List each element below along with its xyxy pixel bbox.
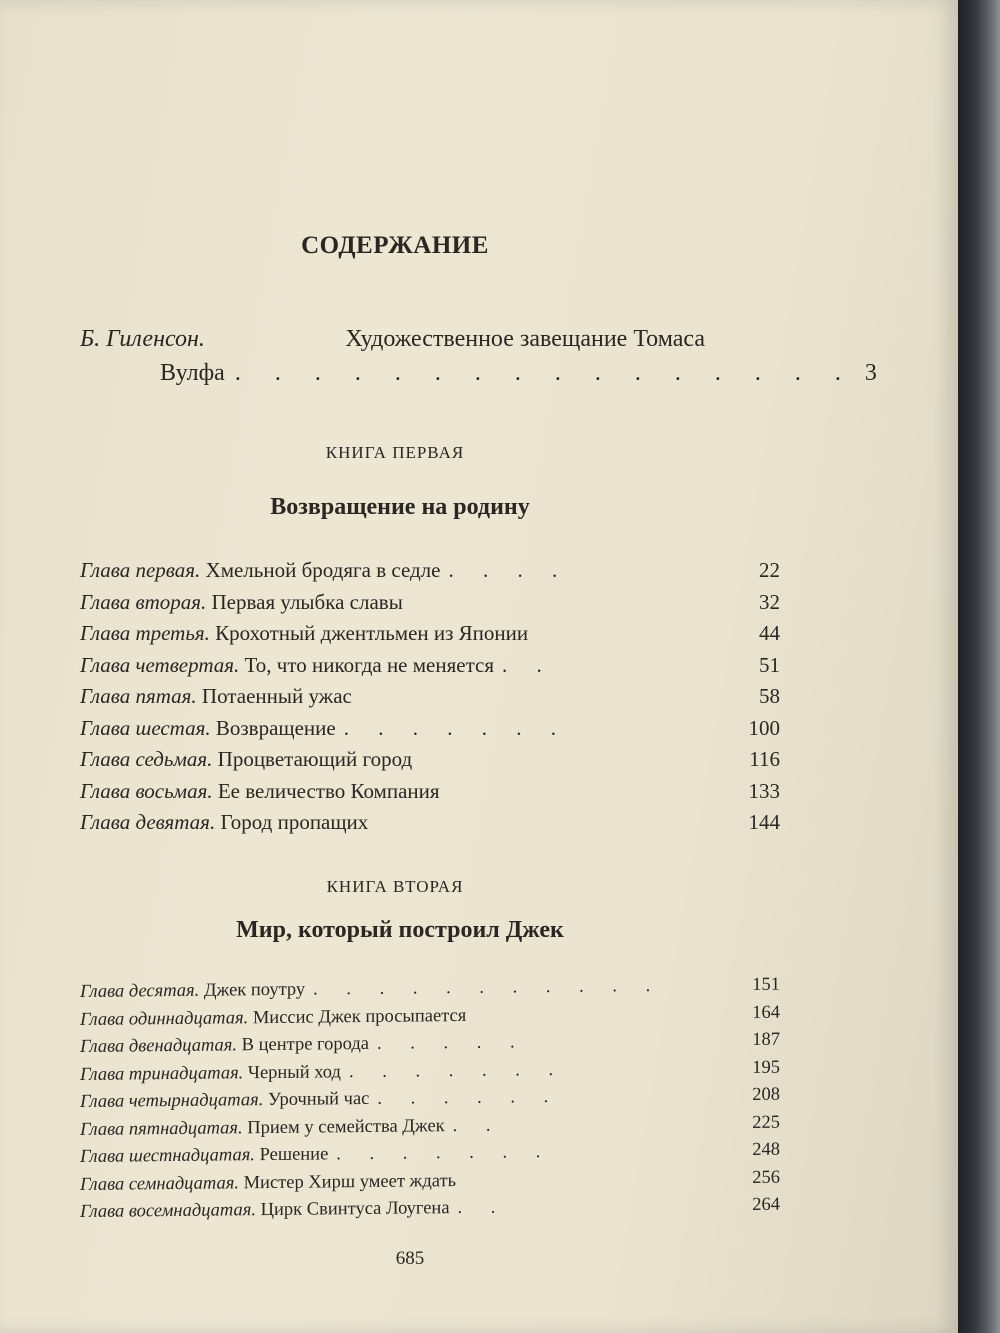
leader-dots (466, 1018, 718, 1021)
chapter-title: Джек поутру (203, 979, 306, 1001)
book-1-chapter-list (80, 558, 780, 842)
chapter-page: 225 (752, 1112, 780, 1133)
chapter-page: 44 (759, 621, 780, 645)
chapter-label: Глава пятнадцатая. (80, 1117, 243, 1140)
page-number: 685 (395, 1248, 425, 1269)
intro-line-1 (80, 322, 705, 356)
leader-dots: . . (457, 1197, 508, 1219)
chapter-page: 248 (752, 1139, 780, 1160)
chapter-page: 151 (752, 974, 780, 995)
chapter-row (80, 810, 780, 842)
chapter-title: Черный ход (247, 1061, 341, 1083)
chapter-title: Крохотный джентльмен из Японии (215, 621, 529, 645)
chapter-label: Глава первая. (80, 558, 201, 582)
chapter-page: 264 (752, 1194, 780, 1215)
book-2-chapter-list (80, 975, 780, 1230)
chapter-row (80, 653, 780, 685)
chapter-row (80, 1195, 780, 1230)
chapter-title: Процветающий город (217, 747, 413, 771)
chapter-page: 144 (748, 810, 780, 834)
chapter-label: Глава семнадцатая. (80, 1172, 239, 1195)
chapter-title: Прием у семейства Джек (247, 1115, 445, 1138)
book-2-label: КНИГА ВТОРАЯ (326, 877, 464, 896)
chapter-label: Глава седьмая. (80, 747, 213, 771)
chapter-title: Первая улыбка славы (211, 589, 403, 614)
contents-section (80, 0, 877, 1333)
chapter-page: 164 (752, 1002, 780, 1023)
leader-dots: . . (452, 1115, 503, 1136)
leader-dots: . . . . . . . (336, 1142, 553, 1165)
chapter-label: Глава вторая. (80, 589, 207, 614)
chapter-label: Глава тринадцатая. (80, 1062, 244, 1085)
chapter-label: Глава четырнадцатая. (80, 1090, 264, 1112)
chapter-title: Цирк Свинтуса Лоугена (260, 1198, 450, 1221)
book-1-label: КНИГА ПЕРВАЯ (325, 443, 465, 462)
chapter-label: Глава пятая. (80, 684, 197, 708)
chapter-title: Город пропащих (220, 810, 369, 834)
chapter-label: Глава шестнадцатая. (80, 1145, 255, 1167)
chapter-page: 100 (748, 715, 780, 740)
chapter-page: 187 (752, 1029, 780, 1050)
intro-title-part1: Художественное завещание Томаса (345, 326, 705, 352)
intro-line-2 (80, 356, 877, 390)
chapter-row (80, 621, 780, 653)
chapter-row (80, 558, 780, 590)
book-1-title: Возвращение на родину (270, 494, 530, 520)
leader-dots: . . . . . . . . . . . (313, 975, 663, 1000)
chapter-label: Глава девятая. (80, 810, 216, 834)
chapter-row (80, 590, 780, 622)
chapter-page: 32 (759, 589, 780, 614)
leader-dots: . . . . . . . (343, 715, 568, 740)
chapter-page: 116 (749, 747, 780, 771)
chapter-label: Глава десятая. (80, 980, 200, 1002)
book-2-title: Мир, который построил Джек (236, 917, 564, 943)
chapter-label: Глава шестая. (80, 715, 211, 740)
intro-entry (80, 322, 877, 390)
leader-dots: . . . . (448, 558, 570, 582)
chapter-label: Глава восемнадцатая. (80, 1200, 256, 1222)
book-cover-edge (958, 0, 1000, 1333)
intro-author: Б. Гиленсон. (80, 326, 205, 352)
chapter-title: Хмельной бродяга в седле (205, 558, 441, 582)
chapter-title: Мистер Хирш умеет ждать (243, 1170, 457, 1193)
chapter-page: 208 (752, 1084, 780, 1105)
chapter-page: 22 (759, 558, 780, 582)
chapter-title: Миссис Джек просыпается (252, 1005, 467, 1028)
leader-dots: . . . . . . . (348, 1059, 566, 1082)
chapter-title: Возвращение (215, 715, 336, 740)
chapter-title: Урочный час (268, 1088, 370, 1111)
intro-title-part2: Вулфа (160, 360, 225, 386)
leader-dots: . . . . . (377, 1032, 527, 1054)
leader-dots: . . . . . . (377, 1086, 561, 1109)
chapter-row (80, 684, 780, 716)
leader-dots: . . (502, 652, 554, 677)
chapter-row (80, 716, 780, 748)
chapter-label: Глава четвертая. (80, 652, 240, 677)
chapter-title: В центре города (241, 1033, 370, 1056)
chapter-page: 58 (759, 684, 780, 708)
chapter-title: То, что никогда не меняется (244, 652, 494, 677)
leader-dots (456, 1183, 718, 1186)
chapter-title: Ее величество Компания (217, 778, 440, 803)
intro-page-number: 3 (864, 360, 877, 386)
chapter-title: Потаенный ужас (201, 684, 352, 708)
contents-title: СОДЕРЖАНИЕ (301, 232, 489, 259)
intro-leader-dots: . . . . . . . . . . . . . . . . (234, 360, 855, 386)
chapter-page: 51 (759, 652, 780, 677)
chapter-label: Глава третья. (80, 621, 210, 645)
chapter-label: Глава одиннадцатая. (80, 1007, 249, 1030)
chapter-label: Глава восьмая. (80, 778, 213, 803)
chapter-page: 133 (748, 778, 780, 803)
chapter-title: Решение (259, 1144, 329, 1166)
chapter-page: 195 (752, 1057, 780, 1078)
chapter-row (80, 747, 780, 779)
chapter-page: 256 (752, 1167, 780, 1188)
chapter-label: Глава двенадцатая. (80, 1035, 238, 1057)
chapter-row (80, 779, 780, 811)
